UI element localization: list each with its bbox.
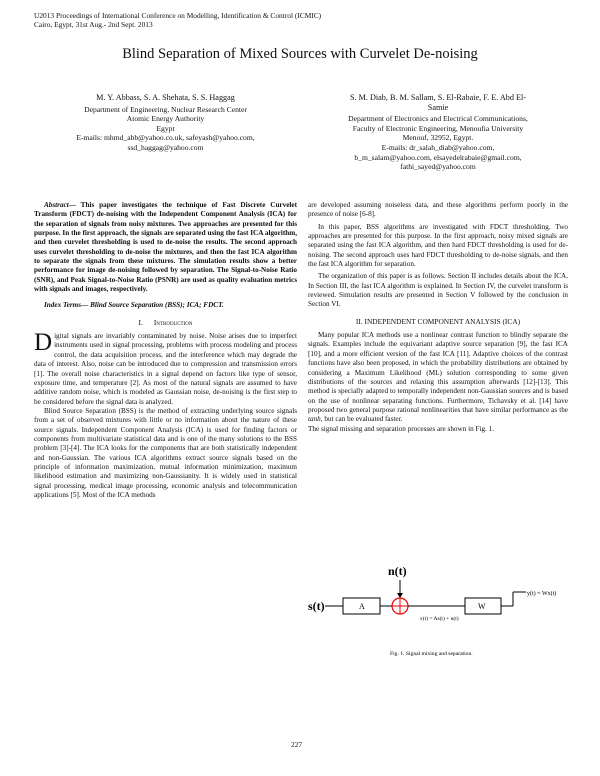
figure-caption: Fig. 1. Signal mixing and separation. xyxy=(390,651,473,657)
tanh-term: tanh xyxy=(308,415,321,424)
abstract-label: Abstract xyxy=(44,201,69,209)
body-paragraph: are developed assuming noiseless data, and these algorithms perform poorly in the presence of noise [6-8]. xyxy=(308,201,568,219)
conference-line: U2013 Proceedings of International Conference on Modelling, Identification & Control (ICMIC) xyxy=(34,11,322,20)
author-block-right xyxy=(308,93,568,172)
intro-paragraph-2: Blind Source Separation (BSS) is the method of extracting underlying source signals from a set of observed mixtures with little or no information about the nature of these source signals. Independent Component Analysis (ICA) is used for finding factors or components from multivariate statistical data and is one of the many solutions to the BSS problem [3]-[4]. The ICA looks for the components that are both statistically independent and non-Gaussian. The various ICA algorithms extract source signals based on the principle of information maximization, mutual information minimization, maximum likelihood estimation and maximizing non-Gaussianity. It is widely used in statistical signal processing, medical image processing, economic analysis and telecommunication applications [5]. Most of the ICA methods xyxy=(34,406,297,499)
author-block-left xyxy=(34,93,297,153)
email-line: E-mails: mhmd_abb@yahoo.co.uk, safeyash@yahoo.com, xyxy=(76,133,255,143)
affiliation-line: Menouf, 32952, Egypt. xyxy=(402,133,474,143)
email-line: fathi_sayed@yahoo.com xyxy=(400,162,476,172)
output-label: y(t) = Wx(t) xyxy=(527,591,557,597)
email-line: b_m_salam@yahoo.com, elsayedelrabaie@gmail.com, xyxy=(354,152,522,162)
noise-label: n(t) xyxy=(388,564,407,578)
right-column xyxy=(308,201,568,434)
mixture-label: x(t) = As(t) + n(t) xyxy=(420,616,459,622)
intro-paragraph-1 xyxy=(34,329,297,407)
affiliation-line: Atomic Energy Authority xyxy=(126,114,205,124)
ica-text-1-tail: , but can be evaluated faster. xyxy=(320,415,403,424)
paper-title: Blind Separation of Mixed Sources with Curvelet De-noising xyxy=(122,46,478,62)
author-names-right: S. M. Diab, B. M. Sallam, S. El-Rabaie, F. E. Abd El- xyxy=(349,93,527,102)
ica-text-1: Many popular ICA methods use a nonlinear contrast function to blindly separate the signals. Examples include the equivariant adaptive source separation [9], the fast ICA [10], and a more efficient version of the fast ICA [11]. Adaptive choices of the contrast functions have also been proposed, in which the probability distributions are obtained by considering a Maximum Likelihood (ML) solution corresponding to some given distributions of the sources and relaxing this assumption afterwards [12]-[13]. This method is specially adapted to temporally independent non-Gaussian sources and is based on the use of nonlinear separating functions. Furthermore, Tichavsky et al. [14] have proposed two general purpose rational nonlinearities that have similar performance as the xyxy=(308,331,568,414)
author-names-left: M. Y. Abbass, S. A. Shehata, S. S. Haggag xyxy=(96,93,235,102)
ica-paragraph-1 xyxy=(308,331,568,424)
intro-text-1: igital signals are invariably contaminated by noise. Noise arises due to imperfect instruments used in signal processing, problems with process modeling and process control, the data acquisition process, and the interference which may degrade the data of interest. Also, noise can be introduced due to compression and transmission errors [1]. The overall noise characteristics in a signal depend on factors like type of sensor, exposure time, and temperature [2]. As most of the natural signals are assumed to have additive random noise, which is modeled as Gaussian noise, de-noising is the first step to be considered before the signal data is analyzed. xyxy=(34,332,297,406)
drop-cap: D xyxy=(34,329,53,357)
email-line: E-mails: dr_salah_diab@yahoo.com, xyxy=(381,142,495,152)
left-column xyxy=(34,201,297,500)
author-names-right-cont: Samie xyxy=(427,102,449,112)
ica-paragraph-2: The signal missing and separation processes are shown in Fig. 1. xyxy=(308,424,495,433)
conference-dates: Cairo, Egypt, 31st Aug.- 2nd Sept. 2013 xyxy=(34,20,153,29)
affiliation-line: Faculty of Electronic Engineering, Menoufia University xyxy=(352,123,524,133)
separation-label: W xyxy=(478,602,486,611)
section-title: Introduction xyxy=(153,317,193,327)
source-label: s(t) xyxy=(308,599,325,613)
mixing-label: A xyxy=(359,602,365,611)
conference-header xyxy=(34,11,321,29)
affiliation-line: Department of Electronics and Electrical Communications, xyxy=(348,114,528,124)
section-heading-ica: II. INDEPENDENT COMPONENT ANALYSIS (ICA) xyxy=(355,316,521,326)
body-paragraph: The organization of this paper is as follows. Section II includes details about the ICA. In Section III, the fast ICA algorithm is explained. In Section IV, the curvelet transform is reviewed. Simulation results are presented in Section V followed by the conclusion in Section VI. xyxy=(308,272,568,309)
abstract-text: — This paper investigates the technique of Fast Discrete Curvelet Transform (FDCT) de-noising with the Independent Component Analysis (ICA) for the separation of signals from noisy mixtures. Two approaches are presented for this purpose. In the first approach, the signals are separated using the fast ICA algorithm, and then curvelet thresholding is used to de-noise the results. The second approach uses curvelet thresholding to de-noise the mixtures, and then the fast ICA algorithm to separate the signals from these mixtures. The simulation results show a better performance for image de-noising followed by separation. The Signal-to-Noise Ratio (SNR), and Peak Signal-to-Noise Ratio (PSNR) are used as quality evaluation metrics with signals and images, respectively. xyxy=(34,201,297,294)
index-terms-label: Index Terms xyxy=(44,301,82,310)
abstract xyxy=(34,201,297,294)
body-paragraph: In this paper, BSS algorithms are investigated with FDCT thresholding. Two approaches are presented for this purpose. In the first approach, noisy mixed signals are separated using the fast ICA algorithm, and then hard FDCT thresholding is used for de-noising. The second approach uses hard FDCT thresholding to de-noise signals, and then the fast ICA algorithm for separation. xyxy=(308,222,568,269)
affiliation-line: Egypt xyxy=(156,123,175,133)
noise-arrowhead xyxy=(397,593,403,598)
section-numeral: I. xyxy=(138,317,143,327)
figure-mixing-separation xyxy=(308,560,568,660)
index-terms xyxy=(34,301,297,310)
affiliation-line: Department of Engineering, Nuclear Research Center xyxy=(84,104,247,114)
section-heading-introduction xyxy=(34,318,297,327)
email-line: ssd_haggag@yahoo.com xyxy=(127,142,204,152)
index-terms-text: — Blind Source Separation (BSS); ICA; FDCT. xyxy=(81,301,224,310)
page-number: 227 xyxy=(291,740,303,749)
